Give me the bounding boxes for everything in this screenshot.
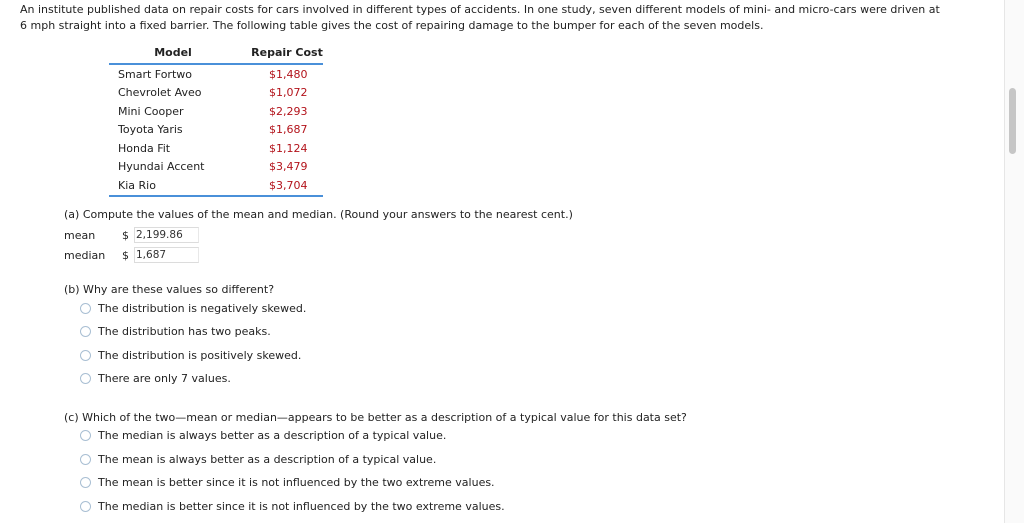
option-label: The distribution is positively skewed.	[98, 348, 302, 362]
radio-button[interactable]	[80, 501, 91, 512]
median-input[interactable]: 1,687	[134, 247, 199, 263]
problem-intro	[20, 2, 980, 34]
model-cell: Toyota Yaris	[118, 123, 183, 137]
median-currency-symbol: $	[122, 248, 129, 262]
part-b-option[interactable]	[80, 300, 306, 316]
part-c-option[interactable]	[80, 474, 495, 490]
model-cell: Chevrolet Aveo	[118, 86, 202, 100]
part-b-question-text: (b) Why are these values so different?	[64, 283, 275, 296]
part-c-option[interactable]	[80, 451, 436, 467]
radio-button[interactable]	[80, 373, 91, 384]
option-label: There are only 7 values.	[98, 371, 231, 385]
option-label: The mean is always better as a description of a typical value.	[98, 452, 437, 466]
mean-label: mean	[64, 228, 96, 242]
scrollbar-thumb[interactable]	[1009, 88, 1016, 154]
table-row	[109, 64, 323, 84]
radio-button[interactable]	[80, 477, 91, 488]
table-row	[109, 102, 323, 121]
column-header-repair-cost: Repair Cost	[237, 45, 323, 64]
model-cell: Hyundai Accent	[118, 160, 205, 174]
cost-cell: $3,704	[237, 176, 323, 196]
mean-input[interactable]: 2,199.86	[134, 227, 199, 243]
part-a-question-text: (a) Compute the values of the mean and median. (Round your answers to the nearest cent.)	[64, 208, 573, 221]
option-label: The distribution is negatively skewed.	[98, 301, 307, 315]
table-row	[109, 176, 323, 196]
table-row	[109, 121, 323, 140]
option-label: The median is always better as a description of a typical value.	[98, 428, 447, 442]
cost-cell: $1,687	[269, 123, 308, 137]
median-answer-row	[64, 246, 199, 264]
part-a-question	[64, 208, 573, 221]
part-b-question	[64, 283, 274, 296]
model-cell: Smart Fortwo	[118, 67, 192, 81]
option-label: The distribution has two peaks.	[98, 324, 271, 338]
table-row	[109, 158, 323, 177]
column-header-model: Model	[109, 45, 237, 64]
radio-button[interactable]	[80, 454, 91, 465]
part-c-option[interactable]	[80, 427, 446, 443]
radio-button[interactable]	[80, 303, 91, 314]
model-cell: Honda Fit	[118, 141, 171, 155]
mean-answer-row	[64, 226, 199, 244]
mean-currency-symbol: $	[122, 228, 129, 242]
option-label: The median is better since it is not influenced by the two extreme values.	[98, 499, 505, 513]
cost-cell: $1,124	[269, 141, 308, 155]
cost-cell: $1,072	[269, 86, 308, 100]
part-b-option[interactable]	[80, 370, 231, 386]
cost-cell: $1,480	[269, 67, 308, 81]
table-row	[109, 84, 323, 103]
vertical-scrollbar[interactable]	[1004, 0, 1024, 523]
radio-button[interactable]	[80, 350, 91, 361]
table-header-row	[109, 45, 323, 64]
part-c-option[interactable]	[80, 498, 505, 514]
part-b-option[interactable]	[80, 323, 271, 339]
repair-cost-table	[109, 45, 323, 197]
model-cell: Kia Rio	[109, 176, 237, 196]
option-label: The mean is better since it is not influenced by the two extreme values.	[98, 475, 495, 489]
intro-line-1: An institute published data on repair costs for cars involved in different types of accidents. In one study, seven different models of mini- and micro-cars were driven at	[20, 3, 940, 16]
cost-cell: $3,479	[269, 160, 308, 174]
intro-line-2: 6 mph straight into a fixed barrier. The following table gives the cost of repairing damage to the bumper for each of the seven models.	[20, 19, 764, 32]
radio-button[interactable]	[80, 326, 91, 337]
table-row	[109, 139, 323, 158]
part-b-option[interactable]	[80, 347, 301, 363]
median-label: median	[64, 248, 106, 262]
part-c-question-text: (c) Which of the two—mean or median—appears to be better as a description of a typical value for this data set?	[64, 411, 687, 424]
radio-button[interactable]	[80, 430, 91, 441]
model-cell: Mini Cooper	[118, 104, 184, 118]
part-c-question	[64, 411, 687, 424]
cost-cell: $2,293	[269, 104, 308, 118]
